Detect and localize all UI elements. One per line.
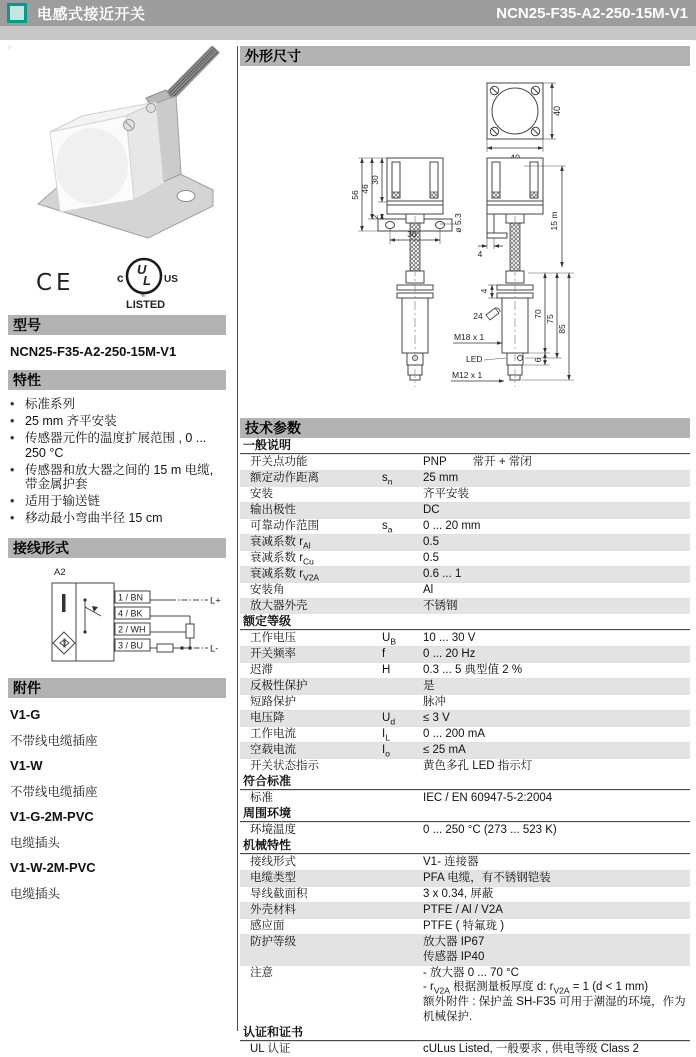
table-row xyxy=(240,550,690,566)
feature-text: 传感器和放大器之间的 15 m 电缆, 带金属护套 xyxy=(25,462,214,491)
row-label: 工作电压 xyxy=(250,632,296,644)
column-divider xyxy=(237,46,238,1031)
table-row xyxy=(240,965,690,1025)
section-connection: 接线形式 xyxy=(8,538,226,558)
table-row xyxy=(240,534,690,550)
row-value: 0 ... 200 mA xyxy=(423,728,486,740)
row-value: PNP 常开 + 常闭 xyxy=(423,456,532,468)
tech-subsection-title: 机械特性 xyxy=(240,838,690,854)
front-view xyxy=(350,158,463,387)
row-value: 0.5 xyxy=(423,552,439,564)
table-row xyxy=(240,598,690,614)
table-row xyxy=(240,870,690,886)
feature-item xyxy=(10,463,226,492)
row-label: 可靠动作范围 xyxy=(250,520,319,532)
row-label: 安装角 xyxy=(250,584,285,596)
feature-item xyxy=(10,431,226,460)
row-symbol: $U_d$ xyxy=(382,712,396,727)
section-tech-data: 技术参数 xyxy=(240,418,690,438)
ul-c-label: c xyxy=(116,270,124,285)
feature-text: 传感器元件的温度扩展范围 , 0 ... 250 °C xyxy=(25,431,207,460)
tech-subsection-title: 额定等级 xyxy=(240,614,690,630)
row-label: 外壳材料 xyxy=(250,904,296,916)
row-label: 迟滞 xyxy=(250,664,273,676)
page-header xyxy=(0,0,696,26)
row-label: 开关频率 xyxy=(250,648,296,660)
bullet-icon: • xyxy=(10,414,15,428)
row-label: 工作电流 xyxy=(250,728,296,740)
dim-label: 6 xyxy=(533,357,543,363)
row-label: 额定动作距离 xyxy=(250,472,319,484)
row-value: cULus Listed, 一般要求 , 供电等级 Class 2 xyxy=(423,1042,639,1055)
row-value: IEC / EN 60947-5-2:2004 xyxy=(423,792,553,804)
ul-letter-l: L xyxy=(142,272,151,288)
dim-label: M18 x 1 xyxy=(454,332,485,342)
row-symbol: $I_L$ xyxy=(382,728,390,743)
row-value: 3 x 0.34, 屏蔽 xyxy=(423,888,494,900)
table-row xyxy=(240,758,690,774)
accessory-list xyxy=(8,707,226,902)
tech-subsection-title: 认证和证书 xyxy=(240,1025,690,1041)
row-label: 放大器外壳 xyxy=(250,600,308,612)
left-column xyxy=(8,40,226,902)
row-label: 安装 xyxy=(250,488,273,500)
wrench-icon xyxy=(486,308,500,320)
row-label: 衰减系数 $r_{V2A}$ xyxy=(250,568,320,583)
table-row xyxy=(240,742,690,758)
conformity-marks xyxy=(8,251,226,315)
row-value: Al xyxy=(423,584,434,596)
table-row xyxy=(240,454,690,470)
section-model: 型号 xyxy=(8,315,226,335)
dim-label: M12 x 1 xyxy=(452,370,483,380)
row-value-secondary: 常开 + 常闭 xyxy=(472,456,532,468)
row-value: 不锈钢 xyxy=(423,600,458,612)
row-label: 衰减系数 $r_{Cu}$ xyxy=(250,552,314,567)
row-value: 是 xyxy=(423,680,435,692)
accessory-model: V1-G-2M-PVC xyxy=(10,808,94,824)
tech-data-table xyxy=(240,438,690,1057)
ul-us-label: US xyxy=(163,273,178,285)
row-value: V1- 连接器 xyxy=(423,856,479,868)
row-label: 环境温度 xyxy=(250,824,296,836)
dim-label: 46 xyxy=(360,184,370,194)
wiring-diagram xyxy=(22,562,222,676)
row-value: PFA 电缆，有不锈钢铠装 xyxy=(423,872,551,884)
model-number: NCN25-F35-A2-250-15M-V1 xyxy=(10,344,177,359)
dimension-drawing xyxy=(240,71,690,411)
diagram-label: A2 xyxy=(54,566,66,578)
row-value: 0 ... 20 mm xyxy=(423,520,481,532)
wire4-label: 3 / BU xyxy=(118,640,144,650)
row-label: 开关状态指示 xyxy=(250,760,319,772)
table-row xyxy=(240,886,690,902)
table-row xyxy=(240,918,690,934)
table-row xyxy=(240,486,690,502)
feature-text: 移动最小弯曲半径 15 cm xyxy=(25,511,163,525)
table-row xyxy=(240,518,690,534)
product-model-title: NCN25-F35-A2-250-15M-V1 xyxy=(496,4,688,22)
row-label: 输出极性 xyxy=(250,504,296,516)
ul-letter-u: U xyxy=(136,261,146,277)
tech-subsection-title: 周围环境 xyxy=(240,806,690,822)
feature-item xyxy=(10,414,226,429)
table-row xyxy=(240,470,690,486)
ce-mark: CE xyxy=(36,270,75,296)
feature-text: 适用于输送链 xyxy=(25,494,101,508)
wire1-label: 1 / BN xyxy=(118,592,144,602)
ul-registered: ® xyxy=(140,292,146,299)
table-row xyxy=(240,630,690,646)
section-features: 特性 xyxy=(8,370,226,390)
section-dimensions: 外形尺寸 xyxy=(240,46,690,66)
table-row xyxy=(240,582,690,598)
ul-listed-label: LISTED xyxy=(125,298,165,310)
table-row xyxy=(240,678,690,694)
bullet-icon: • xyxy=(10,462,15,477)
row-value-line: - 放大器 0 ... 70 °C xyxy=(423,966,519,979)
dim-label: 4 xyxy=(479,288,489,294)
table-row xyxy=(240,662,690,678)
row-label: 空载电流 xyxy=(250,744,296,756)
dim-label: 30 xyxy=(370,175,380,185)
l-minus-label: L- xyxy=(210,643,219,654)
feature-text: 标准系列 xyxy=(25,397,76,411)
row-value: PTFE ( 特氟珑 ) xyxy=(423,920,505,932)
feature-text: 25 mm 齐平安装 xyxy=(25,414,117,428)
row-value: 黄色多孔 LED 指示灯 xyxy=(423,760,533,772)
row-value: ≤ 3 V xyxy=(423,712,450,724)
row-value xyxy=(423,966,690,1025)
wire3-label: 2 / WH xyxy=(118,624,146,634)
dim-label: ø 5.3 xyxy=(453,213,463,233)
row-value: DC xyxy=(423,504,440,516)
row-value: 0.5 xyxy=(423,536,439,548)
dim-label: 15 m xyxy=(549,211,559,231)
header-underline-band xyxy=(0,26,696,40)
brand-square-icon xyxy=(7,3,27,23)
row-label: 电缆类型 xyxy=(250,872,296,884)
bullet-icon: • xyxy=(10,397,15,411)
table-row xyxy=(240,646,690,662)
tech-subsection-title: 一般说明 xyxy=(240,438,690,454)
accessory-description: 电缆插头 xyxy=(10,886,61,901)
row-label: 感应面 xyxy=(250,920,285,932)
row-symbol: $I_o$ xyxy=(382,744,390,759)
bullet-icon: • xyxy=(10,431,15,445)
ul-mark xyxy=(101,252,187,315)
row-label: 标准 xyxy=(250,792,273,804)
accessory-description: 电缆插头 xyxy=(10,835,61,850)
right-column xyxy=(240,46,690,1057)
row-label: 开关点功能 xyxy=(250,456,308,468)
dim-label: 30 xyxy=(407,229,417,239)
row-label: UL 认证 xyxy=(250,1042,291,1055)
table-row xyxy=(240,710,690,726)
row-value-line: - $r_{V2A}$ 根据测量板厚度 d: $r_{V2A} = 1$ (d < 1 mm) xyxy=(423,981,649,996)
bullet-icon: • xyxy=(10,494,15,508)
dim-label: 70 xyxy=(533,309,543,319)
feature-item xyxy=(10,511,226,526)
row-value-line: 传感器 IP40 xyxy=(423,950,485,963)
row-value: 脉冲 xyxy=(423,696,446,708)
top-view xyxy=(487,83,562,163)
row-symbol: H xyxy=(382,664,391,676)
row-value: 0.3 ... 5 典型值 2 % xyxy=(423,664,523,676)
accessory-description: 不带线电缆插座 xyxy=(10,784,98,799)
accessory-model: V1-W-2M-PVC xyxy=(10,859,96,875)
row-value: 25 mm xyxy=(423,472,459,484)
row-symbol: $s_n$ xyxy=(382,472,393,487)
row-value: 0.6 ... 1 xyxy=(423,568,462,580)
row-label: 反极性保护 xyxy=(250,680,308,692)
dim-label: LED xyxy=(466,354,483,364)
row-value: ≤ 25 mA xyxy=(423,744,466,756)
row-label: 防护等级 xyxy=(250,936,296,948)
table-row xyxy=(240,934,690,965)
table-row xyxy=(240,902,690,918)
dim-label: 4 xyxy=(477,249,483,259)
table-row xyxy=(240,1041,690,1057)
row-label: 衰减系数 $r_{Al}$ xyxy=(250,536,311,551)
table-row xyxy=(240,502,690,518)
feature-item xyxy=(10,397,226,412)
table-row xyxy=(240,726,690,742)
row-label: 短路保护 xyxy=(250,696,296,708)
tech-subsection-title: 符合标准 xyxy=(240,774,690,790)
dim-label: 40 xyxy=(552,105,562,117)
bullet-icon: • xyxy=(10,511,15,525)
table-row xyxy=(240,694,690,710)
row-value-line: 额外附件 : 保护盖 SH-F35 可用于潮湿的环境，作为机械保护. xyxy=(423,996,686,1023)
table-row xyxy=(240,790,690,806)
row-symbol: $s_a$ xyxy=(382,520,393,535)
row-value: 齐平安装 xyxy=(423,488,469,500)
row-value-line: 放大器 IP67 xyxy=(423,936,485,948)
table-row xyxy=(240,566,690,582)
row-value: PTFE / Al / V2A xyxy=(423,904,503,916)
row-symbol: $U_B$ xyxy=(382,632,396,647)
row-symbol: f xyxy=(382,648,386,660)
side-view xyxy=(451,158,574,387)
product-photo xyxy=(8,46,226,251)
row-value: 10 ... 30 V xyxy=(423,632,476,644)
feature-list xyxy=(8,397,226,526)
row-value xyxy=(423,935,690,965)
product-family-title: 电感式接近开关 xyxy=(37,5,146,23)
row-label: 电压降 xyxy=(250,712,285,724)
accessory-description: 不带线电缆插座 xyxy=(10,733,98,748)
row-value: 0 ... 250 °C (273 ... 523 K) xyxy=(423,824,557,836)
dim-label: 24 xyxy=(473,311,483,321)
dim-label: 75 xyxy=(545,314,555,324)
feature-item xyxy=(10,494,226,509)
l-plus-label: L+ xyxy=(210,595,221,606)
table-row xyxy=(240,854,690,870)
row-label: 导线截面积 xyxy=(250,888,308,900)
accessory-model: V1-W xyxy=(10,757,43,773)
dim-label: 56 xyxy=(350,190,360,200)
row-label: 接线形式 xyxy=(250,856,296,868)
dim-label: 2 xyxy=(370,214,380,220)
section-accessories: 附件 xyxy=(8,678,226,698)
row-value: 0 ... 20 Hz xyxy=(423,648,476,660)
accessory-model: V1-G xyxy=(10,706,41,722)
dim-label: 85 xyxy=(557,324,567,334)
wire2-label: 4 / BK xyxy=(118,608,143,618)
table-row xyxy=(240,822,690,838)
row-label: 注意 xyxy=(250,966,273,979)
